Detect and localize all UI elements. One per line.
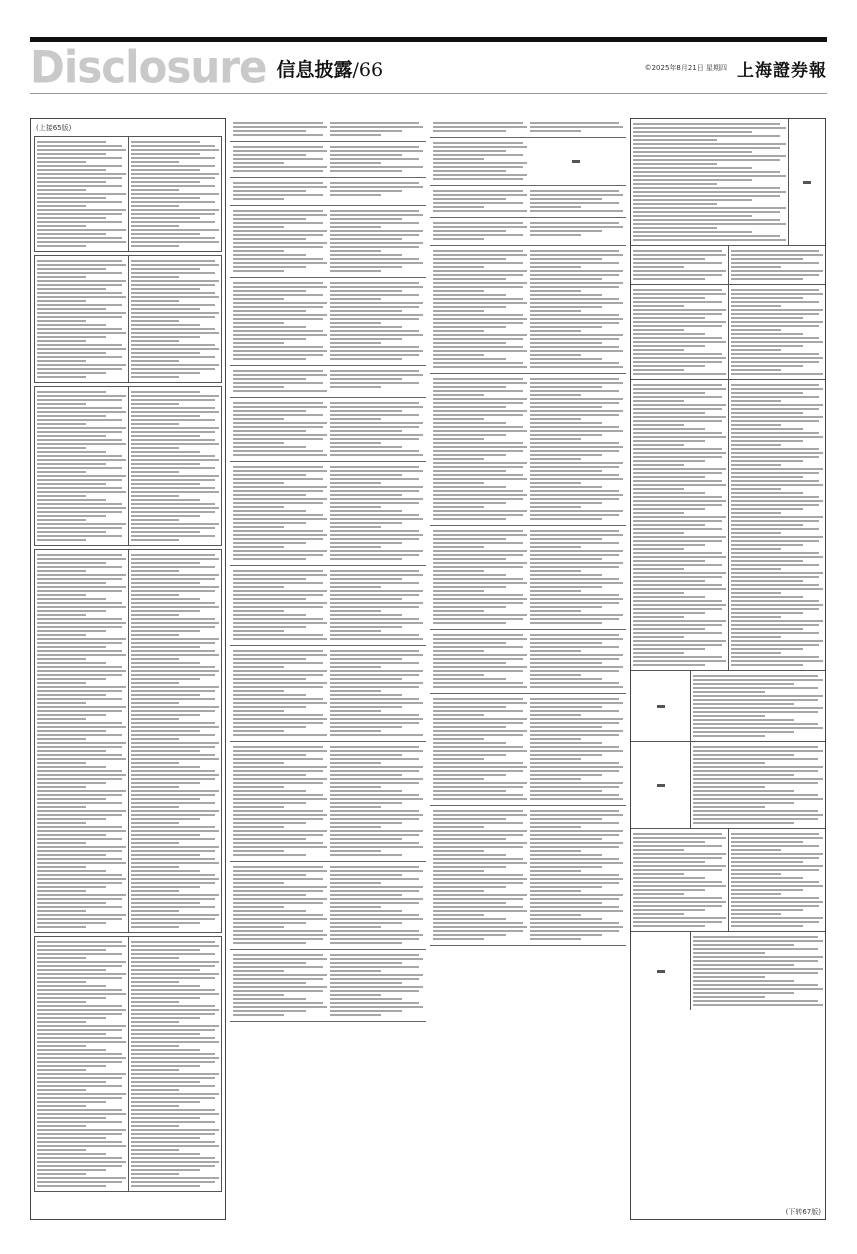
continued-from-label: (上接65版) bbox=[36, 124, 72, 132]
text-block bbox=[430, 806, 626, 946]
table-cell-original bbox=[631, 246, 729, 284]
placeholder-mark bbox=[803, 181, 811, 184]
text-block bbox=[430, 694, 626, 806]
text-block bbox=[230, 566, 426, 646]
text-block bbox=[230, 118, 426, 142]
column-2 bbox=[230, 118, 426, 1220]
placeholder-mark bbox=[657, 970, 665, 973]
table-cell-revised bbox=[691, 671, 825, 741]
text-block bbox=[230, 366, 426, 398]
placeholder-mark bbox=[657, 705, 665, 708]
comparison-table-3 bbox=[34, 386, 222, 546]
table-cell-original bbox=[35, 137, 129, 251]
text-block bbox=[430, 374, 626, 526]
masthead-right bbox=[645, 56, 827, 81]
text-block bbox=[230, 142, 426, 178]
comparison-row bbox=[631, 932, 825, 1010]
table-cell-original bbox=[631, 671, 691, 741]
table-cell-revised bbox=[729, 246, 826, 284]
placeholder-mark bbox=[572, 160, 580, 163]
text-block bbox=[430, 630, 626, 694]
section-title bbox=[277, 55, 384, 82]
text-block bbox=[430, 118, 626, 138]
text-block bbox=[230, 206, 426, 278]
masthead bbox=[30, 41, 827, 94]
table-cell-revised bbox=[729, 829, 826, 931]
comparison-row bbox=[631, 119, 825, 246]
table-cell-original bbox=[35, 550, 129, 932]
comparison-row bbox=[631, 829, 825, 932]
placeholder-mark bbox=[657, 784, 665, 787]
table-cell-revised bbox=[729, 380, 826, 670]
table-cell-revised bbox=[129, 256, 222, 382]
table-cell-original bbox=[631, 119, 789, 245]
table-cell-original bbox=[631, 285, 729, 379]
text-block bbox=[230, 950, 426, 1022]
text-block bbox=[430, 526, 626, 630]
text-block bbox=[230, 462, 426, 566]
table-cell-revised bbox=[691, 932, 825, 1010]
table-cell-revised bbox=[129, 550, 222, 932]
comparison-table-1 bbox=[34, 136, 222, 252]
table-cell-original bbox=[631, 742, 691, 828]
issue-date: ©2025年8月21日 星期四 bbox=[644, 64, 727, 72]
comparison-row bbox=[631, 671, 825, 742]
text-block bbox=[230, 178, 426, 206]
table-cell-original bbox=[35, 256, 129, 382]
text-block bbox=[430, 138, 626, 186]
column-4 bbox=[630, 118, 826, 1220]
table-cell-revised bbox=[691, 742, 825, 828]
text-block bbox=[230, 646, 426, 742]
comparison-table-4 bbox=[34, 549, 222, 933]
table-cell-revised bbox=[129, 387, 222, 545]
column-3 bbox=[430, 118, 626, 1220]
comparison-row bbox=[631, 380, 825, 671]
text-block bbox=[230, 742, 426, 862]
text-block bbox=[230, 862, 426, 950]
table-cell-revised bbox=[729, 285, 826, 379]
continued-to-label: (下转67版) bbox=[785, 1208, 821, 1216]
comparison-row bbox=[631, 742, 825, 829]
section-title-text: 信息披露 bbox=[276, 58, 353, 81]
table-cell-original bbox=[35, 937, 129, 1191]
text-block bbox=[430, 246, 626, 374]
paper-name: 上海證券報 bbox=[737, 60, 827, 81]
table-cell-revised bbox=[129, 937, 222, 1191]
text-block bbox=[430, 218, 626, 246]
comparison-table-5 bbox=[34, 936, 222, 1192]
column-1 bbox=[30, 118, 226, 1220]
comparison-row bbox=[631, 246, 825, 285]
comparison-row bbox=[631, 285, 825, 380]
table-cell-original bbox=[631, 829, 729, 931]
page-content bbox=[30, 118, 826, 1220]
comparison-table-2 bbox=[34, 255, 222, 383]
masthead-divider bbox=[30, 93, 827, 94]
text-block bbox=[230, 278, 426, 366]
page-number: /66 bbox=[352, 58, 384, 81]
text-block bbox=[230, 398, 426, 462]
table-cell-revised bbox=[789, 119, 825, 245]
disclosure-logo: Disclosure bbox=[30, 41, 267, 94]
table-cell-original bbox=[631, 380, 729, 670]
table-cell-original bbox=[631, 932, 691, 1010]
table-cell-original bbox=[35, 387, 129, 545]
table-cell-revised bbox=[129, 137, 222, 251]
text-block bbox=[430, 186, 626, 218]
